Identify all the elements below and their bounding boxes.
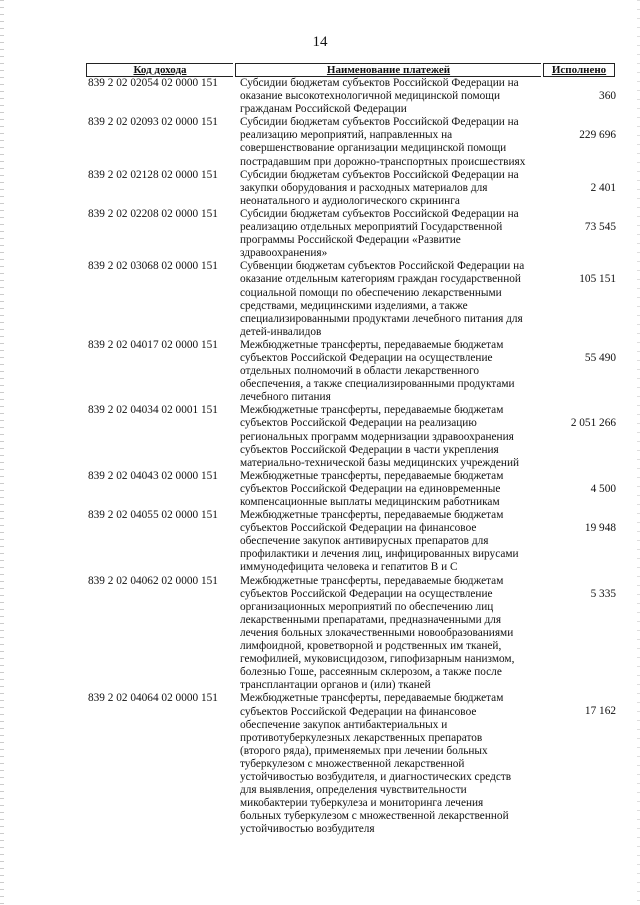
income-code: 839 2 02 04062 02 0000 151: [88, 574, 218, 587]
executed-amount: 55 490: [584, 351, 616, 364]
executed-amount: 5 335: [590, 587, 616, 600]
income-code: 839 2 02 04017 02 0000 151: [88, 338, 218, 351]
header-name: Наименование платежей: [235, 63, 541, 77]
header-code: Код дохода: [86, 63, 233, 77]
payment-name-line: лимфоидной, кроветворной и родственных им тканей,: [240, 640, 502, 653]
income-code: 839 2 02 03068 02 0000 151: [88, 260, 218, 273]
payment-name: [234, 260, 547, 339]
payment-name-line: субъектов Российской Федерации на финансовое: [240, 522, 477, 535]
table-row: [86, 470, 616, 509]
table-body: [86, 77, 616, 836]
payment-name: [234, 208, 547, 260]
payment-name-line: Субсидии бюджетам субъектов Российской Федерации на: [240, 168, 519, 181]
payment-name-line: трансплантации органов и (или) тканей: [240, 679, 431, 692]
payment-name-line: региональных программ модернизации здравоохранения: [240, 430, 514, 443]
income-code: 839 2 02 02208 02 0000 151: [88, 207, 218, 220]
scan-edge-left: [0, 0, 4, 905]
income-code: 839 2 02 04055 02 0000 151: [88, 509, 218, 522]
payment-name-line: неонатального и аудиологического скрининга: [240, 194, 460, 207]
table-row: [86, 509, 616, 574]
table-row: [86, 339, 616, 404]
payment-name-line: обеспечения, а также специализированными продуктами: [240, 378, 515, 391]
table-header: [86, 63, 616, 77]
executed-amount: 2 401: [590, 181, 616, 194]
payment-name-line: для выявления, определения чувствительности: [240, 784, 467, 797]
payment-name-line: иммунодефицита человека и гепатитов В и С: [240, 561, 458, 574]
table-row: [86, 169, 616, 208]
table-row: [86, 575, 616, 693]
payment-name-line: субъектов Российской Федерации на единовременные: [240, 482, 501, 495]
payment-name-line: Межбюджетные трансферты, передаваемые бюджетам: [240, 404, 504, 417]
payment-name-line: обеспечение закупок антивирусных препаратов для: [240, 535, 489, 548]
payment-name-line: социальной помощи по обеспечению лекарственными: [240, 286, 502, 299]
executed-amount: 105 151: [579, 273, 616, 286]
payment-name-line: детей-инвалидов: [240, 325, 322, 338]
payment-name-line: болезнью Гоше, рассеянным склерозом, а также после: [240, 666, 502, 679]
payment-name-line: компенсационные выплаты медицинским работникам: [240, 496, 500, 508]
payment-name-line: больных туберкулезом с множественной лекарственной: [240, 810, 509, 823]
payment-name: [234, 692, 547, 836]
payment-name-line: микобактерии туберкулеза и мониторинга лечения: [240, 797, 484, 810]
payment-name-line: реализацию мероприятий, направленных на: [240, 129, 453, 142]
payment-name-line: субъектов Российской Федерации на реализацию: [240, 417, 477, 430]
payment-name-line: обеспечение закупок антибактериальных и: [240, 718, 448, 731]
executed-amount: 19 948: [584, 522, 616, 535]
payment-name-line: оказание высокотехнологичной медицинской помощи: [240, 90, 501, 103]
payment-name-line: Межбюджетные трансферты, передаваемые бюджетам: [240, 509, 504, 522]
payment-name-line: туберкулезом с множественной лекарственной: [240, 757, 465, 770]
table-row: [86, 692, 616, 836]
payment-name-line: субъектов Российской Федерации на финансовое: [240, 705, 477, 718]
payment-name-line: Субсидии бюджетам субъектов Российской Федерации на: [240, 77, 519, 89]
payment-name-line: субъектов Российской Федерации на осуществление: [240, 587, 493, 600]
payment-name-line: Межбюджетные трансферты, передаваемые бюджетам: [240, 338, 504, 351]
payment-name-line: устойчивостью возбудителя, и диагностических средств: [240, 770, 512, 783]
payment-name-line: Межбюджетные трансферты, передаваемые бюджетам: [240, 692, 504, 705]
payment-name: [234, 575, 547, 693]
page-number: 14: [312, 34, 328, 50]
payment-name: [234, 509, 547, 574]
payment-name-line: программы Российской Федерации «Развитие: [240, 234, 461, 247]
payment-name-line: субъектов Российской Федерации на осуществление: [240, 351, 493, 364]
executed-amount: 229 696: [579, 129, 616, 142]
table-row: [86, 260, 616, 339]
payment-name-line: профилактики и лечения лиц, инфицированных вирусами: [240, 548, 519, 561]
income-code: 839 2 02 02093 02 0000 151: [88, 116, 218, 129]
payment-name: [234, 116, 547, 168]
header-amount: Исполнено: [543, 63, 615, 77]
executed-amount: 360: [599, 90, 616, 102]
table-row: [86, 77, 616, 116]
payment-name-line: (второго ряда), применяемых при лечении больных: [240, 744, 488, 757]
income-code: 839 2 02 02128 02 0000 151: [88, 168, 218, 181]
payment-name-line: Субсидии бюджетам субъектов Российской Федерации на: [240, 207, 519, 220]
payment-name-line: Межбюджетные трансферты, передаваемые бюджетам: [240, 469, 504, 482]
income-code: 839 2 02 02054 02 0000 151: [88, 77, 218, 89]
executed-amount: 73 545: [584, 220, 616, 233]
payment-name-line: реализацию отдельных мероприятий Государственной: [240, 221, 503, 234]
income-code: 839 2 02 04064 02 0000 151: [88, 692, 218, 705]
payment-name-line: закупки оборудования и расходных материалов для: [240, 181, 488, 194]
payment-name-line: здравоохранения»: [240, 247, 328, 260]
payment-name: [234, 77, 547, 116]
payment-name-line: лечения больных злокачественными новообразованиями: [240, 626, 514, 639]
payment-name-line: Субсидии бюджетам субъектов Российской Федерации на: [240, 116, 519, 129]
payment-name-line: субъектов Российской Федерации в части укрепления: [240, 443, 499, 456]
payment-name-line: средствами, медицинскими изделиями, а также: [240, 299, 468, 312]
payment-name-line: гемофилией, муковисцидозом, гипофизарным нанизмом,: [240, 653, 515, 666]
executed-amount: 2 051 266: [570, 417, 616, 430]
payment-name: [234, 339, 547, 404]
payment-name: [234, 404, 547, 469]
income-code: 839 2 02 04034 02 0001 151: [88, 404, 218, 417]
income-code: 839 2 02 04043 02 0000 151: [88, 469, 218, 482]
payment-name-line: оказание отдельным категориям граждан государственной: [240, 273, 521, 286]
executed-amount: 17 162: [584, 705, 616, 718]
payment-name-line: отдельных полномочий в области лекарственного: [240, 365, 480, 378]
payment-name-line: лечебного питания: [240, 391, 331, 404]
payment-name-line: Межбюджетные трансферты, передаваемые бюджетам: [240, 574, 504, 587]
payment-name-line: специализированными продуктами лечебного питания для: [240, 312, 523, 325]
payment-name-line: пострадавшим при дорожно-транспортных происшествиях: [240, 155, 526, 168]
payment-name-line: лекарственными препаратами, предназначенными для: [240, 613, 502, 626]
table-row: [86, 116, 616, 168]
payment-name-line: гражданам Российской Федерации: [240, 103, 407, 116]
payment-name-line: противотуберкулезных лекарственных препаратов: [240, 731, 483, 744]
payment-name-line: устойчивостью возбудителя: [240, 823, 375, 836]
table-row: [86, 208, 616, 260]
payment-name-line: организационных мероприятий по обеспечению лиц: [240, 600, 494, 613]
revenue-table: [86, 63, 616, 836]
payment-name: [234, 470, 547, 509]
table-row: [86, 404, 616, 469]
payment-name-line: совершенствование организации медицинской помощи: [240, 142, 507, 155]
payment-name-line: Субвенции бюджетам субъектов Российской Федерации на: [240, 260, 525, 273]
payment-name: [234, 169, 547, 208]
executed-amount: 4 500: [590, 482, 616, 495]
payment-name-line: материально-технической базы медицинских учреждений: [240, 456, 520, 469]
